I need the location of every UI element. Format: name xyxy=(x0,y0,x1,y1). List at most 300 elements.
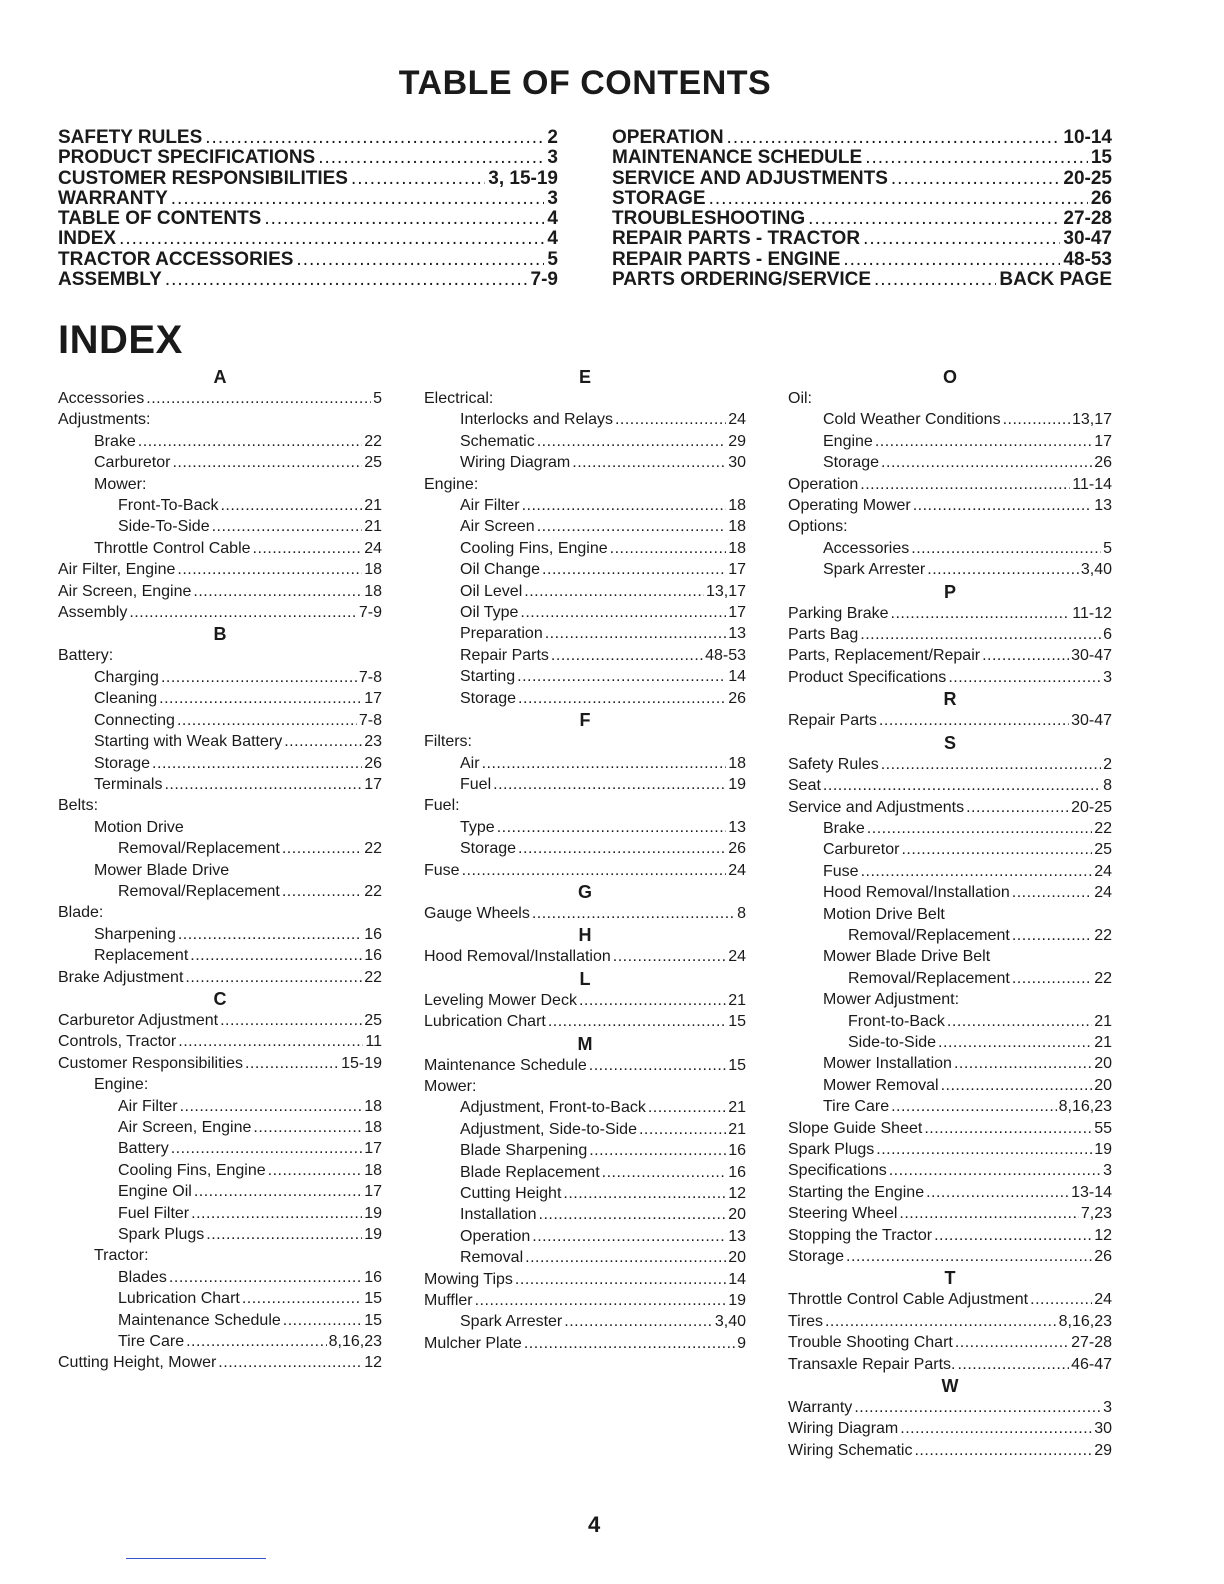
index-entry-label: Parts Bag xyxy=(788,626,859,644)
dot-leader xyxy=(185,967,362,988)
index-entry xyxy=(58,1096,382,1117)
index-entry-page: 18 xyxy=(364,1119,382,1136)
dot-leader xyxy=(169,1267,362,1288)
index-entry-page: 17 xyxy=(1094,432,1112,450)
index-entry xyxy=(424,990,746,1011)
index-entry-page: 8,16,23 xyxy=(328,1333,382,1351)
index-entry xyxy=(58,1138,382,1159)
index-entry-label: Stopping the Tractor xyxy=(788,1226,933,1244)
index-entry xyxy=(788,559,1112,580)
dot-leader xyxy=(177,559,362,580)
toc-entry-label: PARTS ORDERING/SERVICE xyxy=(612,269,872,291)
index-entry-label: Filters: xyxy=(424,733,472,751)
index-entry xyxy=(424,817,746,838)
index-entry-label: Adjustments: xyxy=(58,411,151,429)
index-entry xyxy=(58,1310,382,1331)
toc-entry xyxy=(58,270,558,290)
index-entry-page: 17 xyxy=(728,604,746,622)
index-entry-label: Controls, Tractor xyxy=(58,1033,177,1051)
dot-leader xyxy=(537,516,727,537)
index-entry-page: 24 xyxy=(364,539,382,557)
index-entry-label: Interlocks and Relays xyxy=(460,411,613,429)
index-entry xyxy=(788,1118,1112,1139)
index-entry xyxy=(424,1055,746,1076)
index-entry-page: 23 xyxy=(364,733,382,751)
index-letter-heading: O xyxy=(942,367,957,387)
index-entry-page: 29 xyxy=(1094,1441,1112,1459)
index-entry xyxy=(424,1162,746,1183)
index-entry-page: 17 xyxy=(728,561,746,579)
index-entry xyxy=(788,1139,1112,1160)
dot-leader xyxy=(532,903,735,924)
index-entry-label: Storage xyxy=(788,1248,845,1266)
index-entry-page: 15 xyxy=(728,1013,746,1031)
index-letter-heading: A xyxy=(213,367,227,387)
index-entry-page: 11 xyxy=(365,1033,382,1051)
dot-leader xyxy=(537,431,727,452)
toc-entry-label: PRODUCT SPECIFICATIONS xyxy=(58,147,316,169)
index-entry-label: Accessories xyxy=(58,390,145,407)
index-entry xyxy=(788,775,1112,796)
index-entry-label: Carburetor Adjustment xyxy=(58,1011,219,1029)
index-entry xyxy=(58,753,382,774)
dot-leader xyxy=(823,775,1101,796)
index-entry-label: Storage xyxy=(94,754,151,772)
index-entry-label: Options: xyxy=(788,518,848,536)
dot-leader xyxy=(191,1203,362,1224)
index-entry-label: Muffler xyxy=(424,1292,473,1310)
toc-entry xyxy=(58,189,558,209)
dot-leader xyxy=(846,1246,1092,1267)
dot-leader xyxy=(1012,882,1092,903)
index-entry-page: 21 xyxy=(364,518,382,536)
index-entry-page: 18 xyxy=(364,1161,382,1179)
index-entry xyxy=(58,645,382,666)
index-entry-label: Fuse xyxy=(424,861,460,879)
index-entry xyxy=(788,388,1112,409)
index-entry-page: 15 xyxy=(728,1056,746,1074)
page-number: 4 xyxy=(588,1512,601,1537)
index-entry-label: Terminals xyxy=(94,775,163,793)
index-entry-label: Schematic xyxy=(460,432,535,450)
index-entry xyxy=(424,516,746,537)
index-entry xyxy=(788,1053,1112,1074)
toc-entry-label: STORAGE xyxy=(612,187,706,209)
index-letter-heading: B xyxy=(213,624,227,645)
index-entry-label: Repair Parts xyxy=(460,646,549,664)
index-entry xyxy=(424,1011,746,1032)
index-entry-page: 26 xyxy=(728,840,746,858)
index-entry xyxy=(788,968,1112,989)
index-entry-page: 22 xyxy=(1094,969,1112,987)
index-entry-page: 20 xyxy=(1094,1076,1112,1094)
index-entry xyxy=(424,1333,746,1354)
dot-leader xyxy=(938,1032,1092,1053)
index-entry xyxy=(58,1117,382,1138)
index-entry-page: 8 xyxy=(737,904,746,922)
dot-leader xyxy=(941,1075,1093,1096)
index-entry xyxy=(788,431,1112,452)
dot-leader xyxy=(493,774,726,795)
dot-leader xyxy=(177,710,357,731)
index-entry-page: 21 xyxy=(1094,1033,1112,1051)
dot-leader xyxy=(709,189,1088,209)
index-entry xyxy=(58,967,382,988)
index-entry-label: Operation xyxy=(460,1227,531,1245)
index-entry-label: Lubrication Chart xyxy=(118,1290,240,1308)
dot-leader xyxy=(875,431,1092,452)
toc-entry-label: WARRANTY xyxy=(58,187,168,209)
index-letter-heading: F xyxy=(579,710,591,731)
index-entry-label: Oil Type xyxy=(460,604,519,622)
dot-leader xyxy=(539,1204,727,1225)
index-entry-label: Sharpening xyxy=(94,925,176,943)
index-entry-page: 21 xyxy=(364,497,382,515)
index-entry-label: Connecting xyxy=(94,711,175,729)
index-entry xyxy=(788,754,1112,775)
index-entry-label: Starting with Weak Battery xyxy=(94,733,283,751)
dot-leader xyxy=(542,559,726,580)
toc-entry-page: 2 xyxy=(547,127,558,148)
index-entry-label: Hood Removal/Installation xyxy=(823,884,1010,902)
dot-leader xyxy=(165,270,528,290)
dot-leader xyxy=(146,388,371,409)
dot-leader xyxy=(525,1247,726,1268)
dot-leader xyxy=(497,817,727,838)
index-entry-page: 17 xyxy=(364,1183,382,1201)
index-entry-label: Carburetor xyxy=(823,841,900,859)
index-entry xyxy=(424,409,746,430)
dot-leader xyxy=(245,1053,339,1074)
index-entry xyxy=(424,1140,746,1161)
index-entry-label: Cutting Height, Mower xyxy=(58,1354,217,1372)
dot-leader xyxy=(520,602,726,623)
index-entry-label: Transaxle Repair Parts. xyxy=(788,1355,956,1373)
toc-entry-label: REPAIR PARTS - TRACTOR xyxy=(612,228,861,250)
dot-leader xyxy=(927,559,1079,580)
index-entry-page: 3,40 xyxy=(714,1313,746,1331)
index-entry xyxy=(788,1203,1112,1224)
index-entry-label: Spark Plugs xyxy=(118,1226,205,1244)
index-entry-label: Mower Blade Drive xyxy=(94,861,230,879)
dot-leader xyxy=(589,1140,726,1161)
index-entry xyxy=(424,1247,746,1268)
index-entry xyxy=(788,645,1112,666)
index-entry-page: 13-14 xyxy=(1071,1183,1112,1201)
index-entry-label: Mower: xyxy=(94,475,147,493)
dot-leader xyxy=(284,731,362,752)
index-entry xyxy=(58,1181,382,1202)
index-entry xyxy=(788,1246,1112,1267)
dot-leader xyxy=(879,710,1069,731)
index-entry xyxy=(58,1074,382,1095)
dot-leader xyxy=(589,1055,726,1076)
index-entry-label: Parking Brake xyxy=(788,604,889,622)
dot-leader xyxy=(253,538,363,559)
index-entry-page: 48-53 xyxy=(705,646,746,664)
index-entry-label: Replacement xyxy=(94,947,189,965)
index-entry-label: Maintenance Schedule xyxy=(424,1056,587,1074)
index-entry-page: 18 xyxy=(728,539,746,557)
footer-rule xyxy=(126,1558,266,1559)
index-entry-label: Installation xyxy=(460,1206,537,1224)
index-entry-page: 13,17 xyxy=(705,582,746,600)
toc-entry-label: TROUBLESHOOTING xyxy=(612,208,806,230)
toc-left-column xyxy=(58,128,558,290)
toc-entry-page: 3 xyxy=(547,187,558,209)
index-entry-page: 16 xyxy=(728,1142,746,1160)
index-entry xyxy=(58,795,382,816)
index-entry-page: 15 xyxy=(364,1290,382,1308)
index-entry-label: Belts: xyxy=(58,797,99,815)
index-entry xyxy=(58,1203,382,1224)
index-entry xyxy=(788,989,1112,1010)
dot-leader xyxy=(966,797,1069,818)
index-entry-page: 14 xyxy=(728,1270,746,1288)
dot-leader xyxy=(934,1225,1092,1246)
index-entry xyxy=(424,495,746,516)
index-entry-page: 21 xyxy=(728,991,746,1009)
index-entry-label: Air Screen xyxy=(460,518,535,536)
index-entry-label: Mulcher Plate xyxy=(424,1334,522,1352)
index-entry-label: Battery: xyxy=(58,647,114,665)
index-entry-label: Oil Level xyxy=(460,582,523,600)
index-entry-label: Tires xyxy=(788,1312,823,1330)
index-entry-label: Mower: xyxy=(424,1077,477,1095)
toc-entry xyxy=(58,250,558,270)
index-entry-label: Adjustment, Side-to-Side xyxy=(460,1120,637,1138)
dot-leader xyxy=(843,250,1060,270)
index-entry-label: Spark Arrester xyxy=(460,1313,563,1331)
dot-leader xyxy=(947,1011,1092,1032)
index-entry xyxy=(58,774,382,795)
index-entry-label: Wiring Diagram xyxy=(460,454,571,472)
index-entry-page: 30-47 xyxy=(1071,712,1112,730)
index-entry-page: 18 xyxy=(728,518,746,536)
index-entry-label: Air Screen, Engine xyxy=(58,582,192,600)
index-entry xyxy=(424,1183,746,1204)
index-entry-label: Side-To-Side xyxy=(118,518,210,536)
index-entry xyxy=(788,624,1112,645)
dot-leader xyxy=(901,839,1092,860)
index-entry xyxy=(58,495,382,516)
index-letter-heading: L xyxy=(579,968,591,989)
index-entry xyxy=(58,581,382,602)
dot-leader xyxy=(253,1117,362,1138)
index-entry-label: Tire Care xyxy=(823,1098,890,1116)
index-letter-heading: S xyxy=(943,732,956,753)
index-entry xyxy=(788,474,1112,495)
index-entry-label: Mower Adjustment: xyxy=(823,991,960,1009)
index-entry-label: Removal xyxy=(460,1249,524,1267)
dot-leader xyxy=(867,818,1092,839)
index-column-2 xyxy=(424,366,746,1354)
dot-leader xyxy=(206,1224,362,1245)
dot-leader xyxy=(138,431,362,452)
dot-leader xyxy=(517,666,726,687)
index-entry-label: Front-to-Back xyxy=(848,1012,945,1030)
index-entry-page: 55 xyxy=(1094,1119,1112,1137)
dot-leader xyxy=(205,128,544,148)
dot-leader xyxy=(727,128,1061,148)
index-entry xyxy=(58,860,382,881)
index-entry-page: 7-8 xyxy=(358,668,382,686)
index-entry xyxy=(424,1311,746,1332)
index-entry-label: Cutting Height xyxy=(460,1185,562,1202)
index-entry-label: Cooling Fins, Engine xyxy=(118,1161,266,1179)
index-entry xyxy=(58,1288,382,1309)
index-entry-label: Gauge Wheels xyxy=(424,904,530,922)
index-entry xyxy=(788,839,1112,860)
index-entry-label: Assembly xyxy=(58,604,128,622)
index-entry-page: 22 xyxy=(1094,926,1112,944)
index-entry xyxy=(58,710,382,731)
index-entry-page: 18 xyxy=(364,582,382,600)
index-entry xyxy=(424,538,746,559)
index-entry xyxy=(58,1010,382,1031)
dot-leader xyxy=(900,1418,1092,1439)
index-entry-page: 18 xyxy=(364,561,382,579)
toc-entry-page: 10-14 xyxy=(1063,127,1112,148)
dot-leader xyxy=(564,1311,713,1332)
dot-leader xyxy=(808,209,1060,229)
toc-entry-page: BACK PAGE xyxy=(999,269,1112,291)
index-entry xyxy=(58,474,382,495)
index-entry xyxy=(424,774,746,795)
toc-entry xyxy=(612,250,1112,270)
toc-entry-page: 30-47 xyxy=(1063,228,1112,250)
index-letter-heading: H xyxy=(578,925,592,946)
index-entry-label: Engine: xyxy=(424,475,479,493)
index-entry-label: Warranty xyxy=(788,1399,853,1417)
index-entry xyxy=(788,516,1112,537)
dot-leader xyxy=(159,688,362,709)
index-entry-label: Wiring Schematic xyxy=(788,1441,913,1459)
index-letter-heading: T xyxy=(944,1268,956,1289)
index-entry xyxy=(58,902,382,923)
dot-leader xyxy=(1003,409,1070,430)
index-entry-label: Operating Mower xyxy=(788,497,911,515)
dot-leader xyxy=(881,452,1092,473)
index-entry-label: Air Filter xyxy=(460,497,520,515)
index-entry xyxy=(788,495,1112,516)
index-entry xyxy=(424,666,746,687)
dot-leader xyxy=(218,1352,362,1373)
index-entry-page: 29 xyxy=(728,432,746,450)
index-entry-page: 24 xyxy=(1094,1291,1112,1309)
index-entry-page: 17 xyxy=(364,775,382,793)
index-entry-label: Fuse xyxy=(823,862,859,880)
index-entry-page: 5 xyxy=(373,390,382,407)
dot-leader xyxy=(318,148,544,168)
index-entry xyxy=(424,753,746,774)
dot-leader xyxy=(283,1310,362,1331)
index-entry-page: 8,16,23 xyxy=(1058,1098,1112,1116)
index-entry-page: 13 xyxy=(728,818,746,836)
index-entry-label: Carburetor xyxy=(94,454,171,472)
index-entry-page: 13 xyxy=(728,625,746,643)
toc-entry-label: INDEX xyxy=(58,228,117,250)
dot-leader xyxy=(957,1354,1069,1375)
toc-entry-label: MAINTENANCE SCHEDULE xyxy=(612,147,863,169)
index-entry-label: Brake xyxy=(823,819,865,837)
index-entry-page: 15-19 xyxy=(341,1054,382,1072)
index-entry-page: 26 xyxy=(1094,1248,1112,1266)
dot-leader xyxy=(164,774,362,795)
index-entry-label: Specifications xyxy=(788,1162,887,1180)
dot-leader xyxy=(161,667,357,688)
index-entry-label: Mower Blade Drive Belt xyxy=(823,948,991,966)
index-entry-page: 11-12 xyxy=(1072,604,1112,622)
index-entry-page: 30 xyxy=(1094,1420,1112,1438)
index-entry-page: 19 xyxy=(728,775,746,793)
dot-leader xyxy=(119,229,544,249)
index-entry-page: 8,16,23 xyxy=(1058,1312,1112,1330)
index-entry xyxy=(424,1119,746,1140)
index-entry xyxy=(788,1397,1112,1418)
index-entry-page: 17 xyxy=(364,1140,382,1158)
index-entry xyxy=(788,1440,1112,1461)
toc-entry xyxy=(612,270,1112,290)
index-entry xyxy=(424,731,746,752)
dot-leader xyxy=(889,1160,1101,1181)
index-entry xyxy=(788,710,1112,731)
index-entry xyxy=(58,1031,382,1052)
index-entry-page: 7,23 xyxy=(1080,1205,1112,1223)
dot-leader xyxy=(152,753,362,774)
dot-leader xyxy=(860,624,1101,645)
dot-leader xyxy=(220,495,362,516)
index-entry xyxy=(58,431,382,452)
index-entry-page: 12 xyxy=(364,1354,382,1372)
index-entry-page: 25 xyxy=(364,454,382,472)
index-entry-label: Starting xyxy=(460,668,516,686)
index-entry-label: Trouble Shooting Chart xyxy=(788,1334,953,1352)
index-entry-label: Blades xyxy=(118,1268,167,1286)
index-entry-label: Blade: xyxy=(58,904,104,922)
index-entry-label: Air xyxy=(460,754,480,772)
index-entry-label: Maintenance Schedule xyxy=(118,1311,281,1329)
index-entry-page: 12 xyxy=(728,1185,746,1202)
index-entry xyxy=(424,838,746,859)
index-entry-page: 24 xyxy=(728,411,746,429)
dot-leader xyxy=(891,1096,1057,1117)
toc-entry-label: REPAIR PARTS - ENGINE xyxy=(612,248,841,270)
dot-leader xyxy=(172,452,362,473)
index-entry-label: Slope Guide Sheet xyxy=(788,1119,923,1137)
dot-leader xyxy=(610,538,727,559)
index-entry-page: 19 xyxy=(728,1292,746,1310)
index-entry xyxy=(788,538,1112,559)
dot-leader xyxy=(186,1331,327,1352)
toc-entry xyxy=(612,148,1112,168)
dot-leader xyxy=(482,753,727,774)
index-title: INDEX xyxy=(58,318,183,362)
toc-entry-page: 3 xyxy=(547,147,558,169)
index-entry xyxy=(424,1097,746,1118)
toc-entry xyxy=(58,169,558,189)
index-entry xyxy=(424,602,746,623)
toc-entry-label: CUSTOMER RESPONSIBILITIES xyxy=(58,167,348,189)
dot-leader xyxy=(351,169,485,189)
toc-entry-page: 15 xyxy=(1090,147,1112,169)
index-entry-label: Air Filter, Engine xyxy=(58,561,176,579)
index-entry-label: Blade Replacement xyxy=(460,1163,600,1181)
index-entry-label: Cold Weather Conditions xyxy=(823,411,1001,429)
dot-leader xyxy=(548,1011,726,1032)
dot-leader xyxy=(129,602,357,623)
index-entry-label: Throttle Control Cable Adjustment xyxy=(788,1291,1029,1309)
